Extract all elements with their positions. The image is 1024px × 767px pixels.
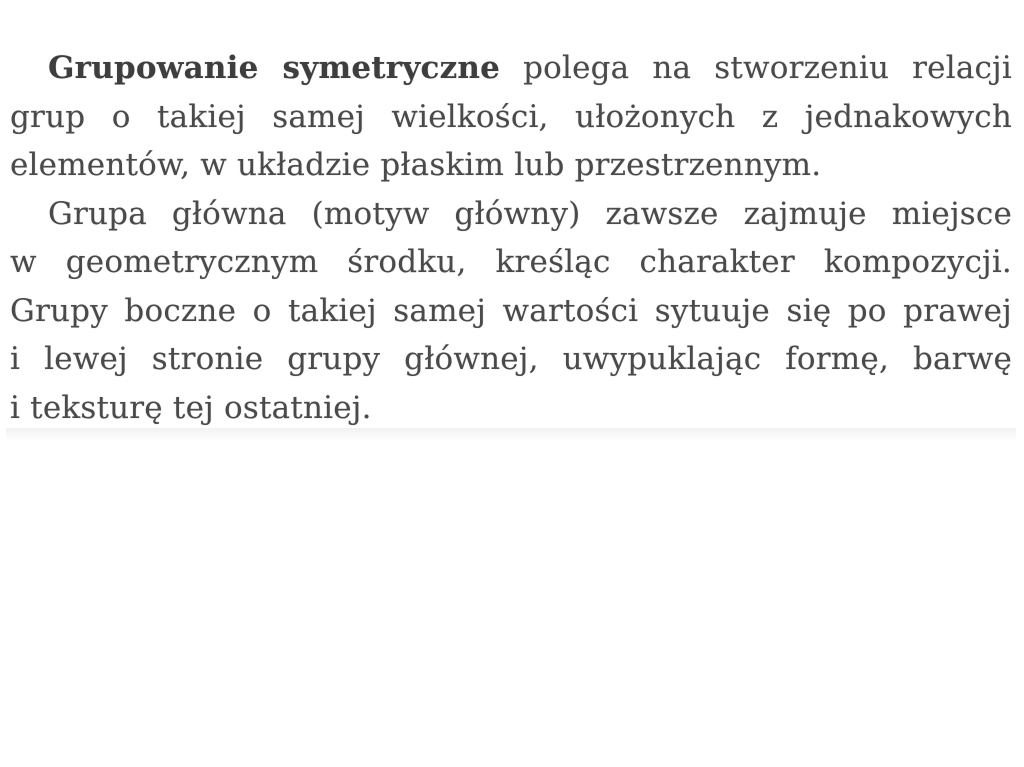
paragraph-2-line-4: i lewej stronie grupy głównej, uwypuklając formę, barwę [10, 341, 1012, 377]
paragraph-2-line-3: Grupy boczne o takiej samej wartości sytuuje się po prawej [10, 292, 1012, 329]
scan-edge-strip [6, 428, 1016, 442]
paragraph-2-line-2: w geometrycznym środku, kreśląc charakter kompozycji. [10, 244, 1012, 280]
bold-term: Grupowanie symetryczne [48, 50, 501, 86]
paragraph-1-line-1-rest: polega na stworzeniu relacji [500, 50, 1012, 86]
paragraph-2-line-5: i teksturę tej ostatniej. [10, 389, 372, 426]
paragraph-1-line-1 [10, 44, 1012, 93]
paragraph-1-line-3: elementów, w układzie płaskim lub przestrzennym. [10, 147, 822, 183]
paragraph-2-line-1: Grupa główna (motyw główny) zawsze zajmuje miejsce [48, 195, 1012, 232]
paragraph-1-line-2: grup o takiej samej wielkości, ułożonych z jednakowych [10, 98, 1012, 135]
text-block [10, 44, 1012, 432]
